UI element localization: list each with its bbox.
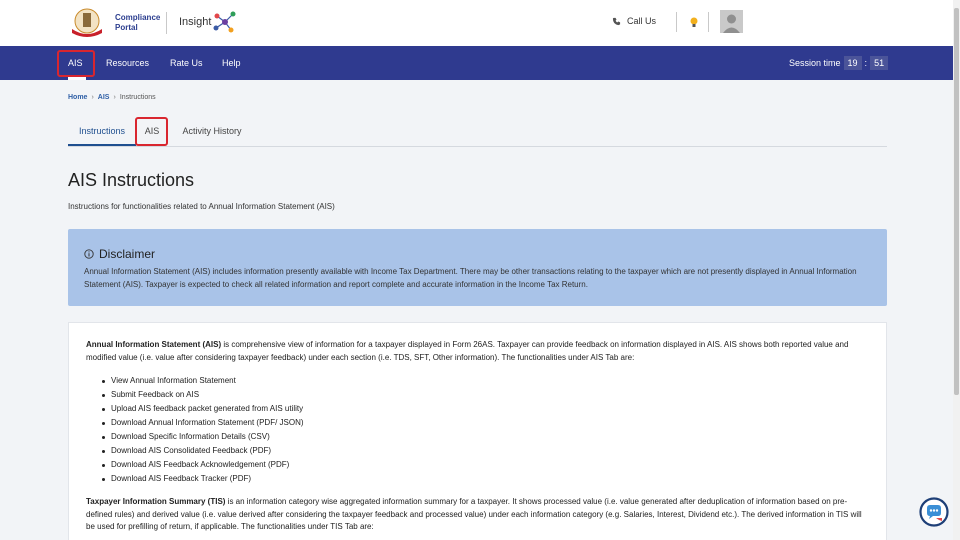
disclaimer-box	[68, 229, 887, 306]
user-avatar-icon	[720, 10, 743, 33]
tab-bar	[68, 118, 887, 147]
page-title: AIS Instructions	[68, 170, 195, 190]
session-minutes: 19	[844, 56, 862, 70]
top-header	[0, 0, 960, 46]
session-timer	[789, 46, 888, 80]
phone-icon	[612, 17, 621, 26]
tis-description-bold: Taxpayer Information Summary (TIS)	[86, 497, 226, 506]
tis-description	[86, 496, 872, 534]
info-icon	[84, 249, 94, 259]
nav-item-rate-us[interactable]: Rate Us	[170, 58, 203, 68]
disclaimer-title-text: Disclaimer	[99, 247, 156, 261]
tis-description-text: is an information category wise aggregated information summary for a taxpayer. It shows processed value (i.e. value generated after deduplication of information based on pre-defined rules) and derived value (i.e. value derived after considering the taxpayer feedback and processed value) under each information category (e.g. Salaries, Interest, Dividend etc.). The derived information in TIS will be used for prefilling of return, if applicable. The functionalities under TIS Tab are:	[86, 497, 862, 531]
page-subtitle: Instructions for functionalities related to Annual Information Statement (AIS)	[68, 202, 335, 211]
ais-description	[86, 339, 872, 364]
nav-item-help[interactable]: Help	[222, 58, 241, 68]
list-item: Submit Feedback on AIS	[111, 388, 304, 402]
breadcrumb-home[interactable]: Home	[68, 94, 88, 101]
list-item: Download Annual Information Statement (PDF/ JSON)	[111, 416, 304, 430]
list-item: Download AIS Consolidated Feedback (PDF)	[111, 444, 304, 458]
session-colon: :	[864, 58, 868, 68]
brand-divider	[166, 12, 167, 34]
brand-line1: Compliance	[115, 13, 161, 22]
ais-description-text: is comprehensive view of information for a taxpayer displayed in Form 26AS. Taxpayer can provide feedback on information displayed in AIS. AIS shows both reported value and modified value (i.e. value after considering taxpayer feedback) under each section (i.e. TDS, SFT, Other information). The functionalities under AIS Tab are:	[86, 340, 849, 362]
bulb-icon[interactable]	[689, 15, 699, 29]
avatar[interactable]	[720, 10, 743, 33]
session-seconds: 51	[870, 56, 888, 70]
scrollbar-thumb[interactable]	[954, 8, 959, 395]
insight-network-icon	[211, 8, 239, 36]
disclaimer-text: Annual Information Statement (AIS) includes information presently available with Income Tax Department. There may be other transactions relating to the taxpayer which are not presently displayed in Annual Information Statement (AIS). Taxpayer is expected to check all related information and report complete and accurate information in the Income Tax Return.	[84, 267, 857, 289]
list-item: Download Specific Information Details (CSV)	[111, 430, 304, 444]
compliance-portal-title	[115, 13, 160, 33]
brand-line2: Portal	[115, 23, 138, 32]
call-us-link[interactable]	[612, 16, 656, 26]
chatbot-icon[interactable]	[919, 497, 949, 527]
list-item: Download AIS Feedback Tracker (PDF)	[111, 472, 304, 486]
emblem-logo[interactable]	[68, 7, 106, 37]
tab-ais[interactable]: AIS	[144, 126, 160, 136]
list-item: View Annual Information Statement	[111, 374, 304, 388]
ais-description-bold: Annual Information Statement (AIS)	[86, 340, 222, 349]
header-separator	[676, 12, 677, 32]
nav-item-ais[interactable]: AIS	[68, 46, 86, 80]
breadcrumb-separator: ›	[91, 94, 94, 101]
tab-activity-history[interactable]: Activity History	[182, 126, 242, 136]
breadcrumb-separator: ›	[113, 94, 116, 101]
list-item: Upload AIS feedback packet generated from AIS utility	[111, 402, 304, 416]
disclaimer-title	[84, 247, 155, 261]
breadcrumb-current: Instructions	[119, 94, 156, 101]
insight-label: Insight	[179, 16, 212, 28]
header-separator	[708, 12, 709, 32]
ais-functionality-list	[111, 374, 304, 486]
page-scrollbar[interactable]	[953, 0, 960, 540]
session-label: Session time	[789, 58, 841, 68]
breadcrumb-ais[interactable]: AIS	[97, 94, 110, 101]
tab-instructions[interactable]: Instructions	[68, 118, 136, 146]
list-item: Download AIS Feedback Acknowledgement (PDF)	[111, 458, 304, 472]
instructions-card	[68, 322, 887, 540]
call-us-label: Call Us	[627, 16, 657, 26]
breadcrumb	[68, 94, 156, 101]
nav-item-resources[interactable]: Resources	[106, 58, 150, 68]
